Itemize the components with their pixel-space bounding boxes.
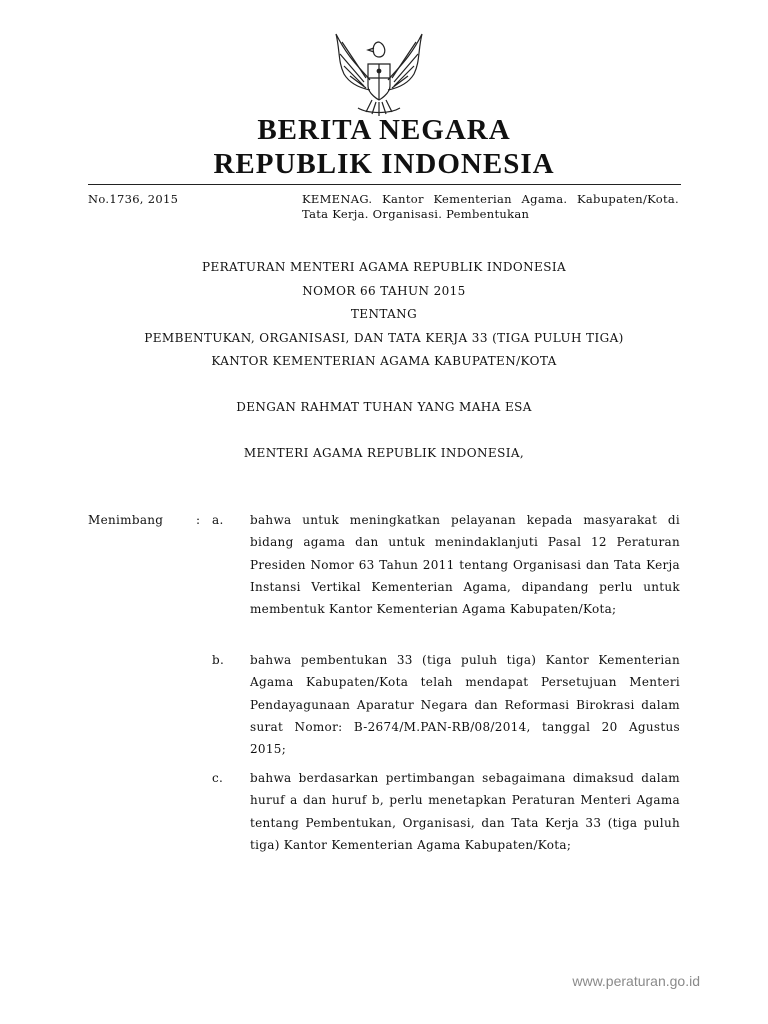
invocation: DENGAN RAHMAT TUHAN YANG MAHA ESA	[236, 400, 532, 414]
gazette-title: BERITA NEGARA	[257, 114, 511, 146]
gazette-number: No.1736, 2015	[88, 192, 179, 206]
minister-heading: MENTERI AGAMA REPUBLIK INDONESIA,	[243, 446, 525, 460]
gazette-subtitle: REPUBLIK INDONESIA	[213, 148, 555, 180]
considering-item: bahwa untuk meningkatkan pelayanan kepada masyarakat di bidang agama dan untuk menindaklanjuti Pasal 12 Peraturan Presiden Nomor 63 Tahun 2011 tentang Organisasi dan Tata Kerja Instansi Vertikal Kementerian Agama, dipandang perlu untuk membentuk Kantor Kementerian Agama Kabupaten/Kota;	[250, 513, 680, 617]
regulation-number: NOMOR 66 TAHUN 2015	[302, 284, 466, 298]
gazette-keywords: KEMENAG. Kantor Kementerian Agama. Kabupaten/Kota. Tata Kerja. Organisasi. Pembentukan	[302, 192, 679, 221]
item-letter: a.	[212, 513, 224, 527]
regulation-subject-line2: KANTOR KEMENTERIAN AGAMA KABUPATEN/KOTA	[211, 354, 557, 368]
considering-item: bahwa pembentukan 33 (tiga puluh tiga) Kantor Kementerian Agama Kabupaten/Kota telah mendapat Persetujuan Menteri Pendayagunaan Aparatur Negara dan Reformasi Birokrasi dalam surat Nomor: B-2674/M.PAN-RB/08/2014, tanggal 20 Agustus 2015;	[250, 653, 680, 757]
source-url: www.peraturan.go.id	[572, 973, 700, 989]
considering-item: bahwa berdasarkan pertimbangan sebagaimana dimaksud dalam huruf a dan huruf b, perlu menetapkan Peraturan Menteri Agama tentang Pembentukan, Organisasi, dan Tata Kerja 33 (tiga puluh tiga) Kantor Kementerian Agama Kabupaten/Kota;	[250, 771, 680, 852]
item-letter: c.	[212, 771, 224, 785]
header-divider	[88, 184, 681, 185]
considering-colon: :	[196, 513, 201, 527]
regulation-title: PERATURAN MENTERI AGAMA REPUBLIK INDONESIA	[201, 260, 567, 274]
regulation-about: TENTANG	[350, 307, 418, 321]
regulation-subject-line1: PEMBENTUKAN, ORGANISASI, DAN TATA KERJA 33 (TIGA PULUH TIGA)	[144, 331, 624, 345]
considering-label: Menimbang	[88, 513, 164, 527]
garuda-emblem-icon	[330, 28, 428, 120]
item-letter: b.	[212, 653, 225, 667]
